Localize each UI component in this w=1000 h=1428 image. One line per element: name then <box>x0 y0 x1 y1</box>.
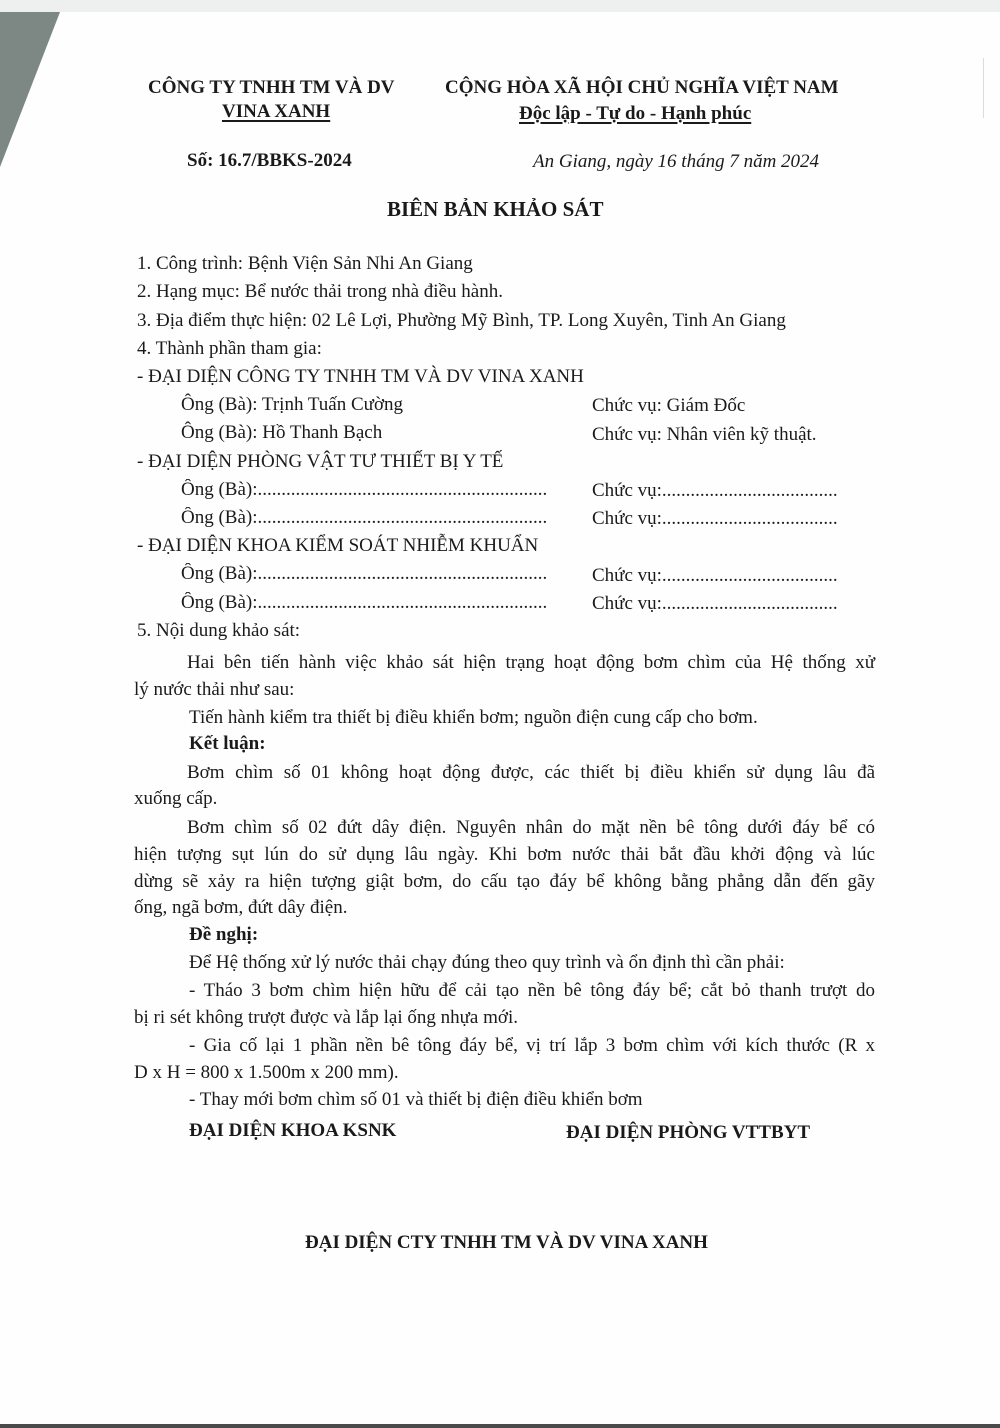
page-corner-shadow <box>0 12 64 167</box>
conclusion-line: Bơm chìm số 02 đứt dây điện. Nguyên nhân do mặt nền bê tông dưới đáy bể có <box>187 817 875 838</box>
member-position-blank: Chức vụ:..................................... <box>592 565 838 586</box>
member-name: Ông (Bà): Trịnh Tuấn Cường <box>181 394 404 415</box>
proposal-heading: Đề nghị: <box>189 924 259 945</box>
item-project: 1. Công trình: Bệnh Viện Sản Nhi An Giang <box>137 253 473 274</box>
member-position-blank: Chức vụ:..................................... <box>592 480 838 501</box>
signature-bottom: ĐẠI DIỆN CTY TNHH TM VÀ DV VINA XANH <box>305 1232 708 1253</box>
signature-right: ĐẠI DIỆN PHÒNG VTTBYT <box>566 1122 811 1143</box>
item-category: 2. Hạng mục: Bể nước thải trong nhà điều hành. <box>137 281 503 302</box>
nation-title: CỘNG HÒA XÃ HỘI CHỦ NGHĨA VIỆT NAM <box>445 77 839 98</box>
member-name-blank: Ông (Bà):............................................................. <box>181 592 548 613</box>
proposal-line: D x H = 800 x 1.500m x 200 mm). <box>134 1062 399 1083</box>
content-heading: 5. Nội dung khảo sát: <box>137 620 301 641</box>
conclusion-line: ống, ngã bơm, đứt dây điện. <box>134 897 348 918</box>
place-date: An Giang, ngày 16 tháng 7 năm 2024 <box>533 151 820 172</box>
document-number: Số: 16.7/BBKS-2024 <box>187 150 352 171</box>
conclusion-line: dừng sẽ xảy ra hiện tượng giật bơm, do cấu tạo đáy bể không bằng phẳng dẫn đến gãy <box>134 871 875 892</box>
conclusion-line: hiện tượng sụt lún do sử dụng lâu ngày. Khi bơm nước thải bắt đầu khởi động và lúc <box>134 844 875 865</box>
conclusion-line: Bơm chìm số 01 không hoạt động được, các thiết bị điều khiển sử dụng lâu đã <box>187 762 875 783</box>
conclusion-line: xuống cấp. <box>134 788 218 809</box>
top-bar <box>0 0 1000 12</box>
member-name-blank: Ông (Bà):............................................................. <box>181 479 548 500</box>
content-paragraph: Tiến hành kiểm tra thiết bị điều khiển bơm; nguồn điện cung cấp cho bơm. <box>189 707 758 728</box>
member-name-blank: Ông (Bà):............................................................. <box>181 563 548 584</box>
document-title: BIÊN BẢN KHẢO SÁT <box>387 197 604 221</box>
proposal-line: bị ri sét không trượt được và lắp lại ống nhựa mới. <box>134 1007 518 1028</box>
nation-motto: Độc lập - Tự do - Hạnh phúc <box>519 103 752 124</box>
signature-left: ĐẠI DIỆN KHOA KSNK <box>189 1120 397 1141</box>
conclusion-heading: Kết luận: <box>189 733 266 754</box>
member-name-blank: Ông (Bà):............................................................. <box>181 507 548 528</box>
group-heading: - ĐẠI DIỆN KHOA KIỂM SOÁT NHIỄM KHUẨN <box>137 535 539 556</box>
member-position-blank: Chức vụ:..................................... <box>592 593 838 614</box>
member-position: Chức vụ: Nhân viên kỹ thuật. <box>592 424 817 445</box>
content-paragraph-line: Hai bên tiến hành việc khảo sát hiện trạng hoạt động bơm chìm của Hệ thống xử <box>187 652 875 673</box>
proposal-line: - Thay mới bơm chìm số 01 và thiết bị điện điều khiển bơm <box>189 1089 643 1110</box>
item-participants: 4. Thành phần tham gia: <box>137 338 322 359</box>
proposal-intro: Để Hệ thống xử lý nước thải chạy đúng theo quy trình và ổn định thì cần phải: <box>189 952 785 973</box>
proposal-line: - Tháo 3 bơm chìm hiện hữu để cải tạo nền bê tông đáy bể; cắt bỏ thanh trượt do <box>189 980 875 1001</box>
group-heading: - ĐẠI DIỆN PHÒNG VẬT TƯ THIẾT BỊ Y TẾ <box>137 451 504 472</box>
proposal-line: - Gia cố lại 1 phần nền bê tông đáy bể, vị trí lắp 3 bơm chìm với kích thước (R x <box>189 1035 875 1056</box>
member-position-blank: Chức vụ:..................................... <box>592 508 838 529</box>
item-location: 3. Địa điểm thực hiện: 02 Lê Lợi, Phường Mỹ Bình, TP. Long Xuyên, Tinh An Giang <box>137 310 786 331</box>
page-edge-mark <box>983 58 984 118</box>
company-name-line2: VINA XANH <box>222 101 331 122</box>
company-name-line1: CÔNG TY TNHH TM VÀ DV <box>148 77 395 98</box>
group-heading: - ĐẠI DIỆN CÔNG TY TNHH TM VÀ DV VINA XANH <box>137 366 584 387</box>
bottom-edge <box>0 1424 1000 1428</box>
member-position: Chức vụ: Giám Đốc <box>592 395 746 416</box>
member-name: Ông (Bà): Hồ Thanh Bạch <box>181 422 383 443</box>
content-paragraph-line: lý nước thải như sau: <box>134 679 295 700</box>
